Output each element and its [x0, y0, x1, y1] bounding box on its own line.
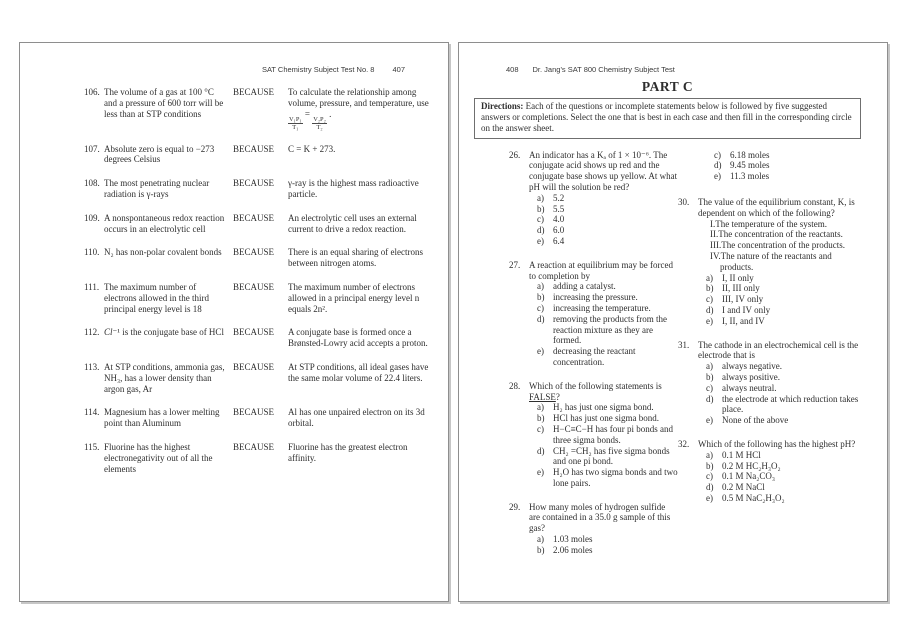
roman-item: I.The temperature of the system.	[710, 218, 827, 229]
option-text: 6.18 moles	[730, 149, 770, 160]
answer-option	[706, 273, 866, 284]
question-reason: γ-ray is the highest mass radioactive particle.	[288, 178, 419, 200]
option-letter: c)	[706, 294, 713, 305]
option-text: H−C≡C−H has four pi bonds and three sigma bonds.	[553, 423, 673, 445]
section-title: PART C	[641, 79, 694, 94]
answer-option	[706, 461, 866, 472]
question-number: 31.	[678, 339, 690, 350]
question-row	[509, 260, 678, 368]
option-text: 11.3 moles	[730, 171, 770, 182]
option-text: 6.4	[553, 235, 565, 246]
answer-option	[537, 446, 678, 468]
answer-option	[706, 450, 866, 461]
statement-italic: Cl	[104, 327, 113, 338]
question-content	[698, 197, 866, 327]
option-text: 5.2	[553, 192, 565, 203]
option-letter: d)	[714, 160, 722, 171]
answer-option	[537, 303, 678, 314]
fraction-denominator: T₁	[292, 123, 299, 131]
option-text: I, II, and IV	[722, 315, 765, 326]
answer-option	[714, 160, 866, 171]
option-letter: c)	[706, 471, 713, 482]
option-text: 1.03 moles	[553, 534, 593, 545]
option-letter: b)	[706, 371, 714, 382]
question-content	[529, 150, 678, 247]
because-question-row	[84, 213, 445, 235]
answer-option	[537, 236, 678, 247]
option-letter: e)	[537, 346, 544, 357]
option-text: 4.0	[553, 214, 565, 225]
question-content	[529, 381, 678, 489]
because-label: BECAUSE	[233, 327, 275, 338]
option-letter: d)	[537, 445, 545, 456]
roman-item: III.The concentration of the products.	[710, 240, 845, 251]
option-letter: d)	[537, 225, 545, 236]
option-text: I, II only	[722, 272, 754, 283]
question-number: 110.	[84, 247, 100, 258]
option-text: 0.1 M Na₂CO₃	[722, 471, 776, 482]
question-content	[529, 502, 678, 556]
option-letter: c)	[537, 423, 544, 434]
option-letter: c)	[537, 214, 544, 225]
answer-option	[706, 415, 866, 426]
option-letter: a)	[537, 281, 544, 292]
option-text: I and IV only	[722, 304, 771, 315]
fraction	[312, 116, 327, 131]
directions-box	[474, 98, 861, 138]
because-question-row	[84, 442, 445, 474]
because-question-row	[84, 362, 445, 394]
question-number: 29.	[509, 501, 521, 512]
because-question-row	[84, 178, 445, 200]
option-text: adding a catalyst.	[553, 281, 616, 292]
question-statement: A nonspontaneous redox reaction occurs in an electrolytic cell	[104, 212, 225, 234]
question-statement: N₂ has non-polar covalent bonds	[104, 247, 222, 258]
question-number: 107.	[84, 143, 100, 154]
question-statement: The volume of a gas at 100 °C and a pressure of 600 torr will be less than at STP conditions	[104, 87, 224, 119]
answer-option	[706, 482, 866, 493]
answer-option	[706, 294, 866, 305]
right-page-number: 408	[506, 65, 519, 74]
option-text: 5.5	[553, 203, 565, 214]
directions-label: Directions:	[481, 101, 524, 112]
question-number: 112.	[84, 327, 100, 338]
fraction	[288, 116, 303, 131]
question-block	[678, 340, 866, 426]
because-label: BECAUSE	[233, 178, 275, 189]
question-number: 26.	[509, 149, 521, 160]
option-letter: e)	[537, 235, 544, 246]
option-letter: b)	[537, 544, 545, 555]
option-letter: b)	[706, 283, 714, 294]
because-label: BECAUSE	[233, 362, 275, 373]
question-statement: The most penetrating nuclear radiation is γ-rays	[104, 178, 210, 200]
answer-option	[537, 346, 678, 368]
question-reason: C = K + 273.	[288, 143, 336, 154]
because-label: BECAUSE	[233, 143, 275, 154]
question-number: 114.	[84, 407, 100, 418]
question-statement: Magnesium has a lower melting point than Aluminum	[104, 407, 220, 429]
question-reason: There is an equal sharing of electrons between nitrogen atoms.	[288, 247, 423, 269]
question-stem: The cathode in an electrochemical cell is the electrode that is	[698, 339, 859, 361]
because-label: BECAUSE	[233, 212, 275, 223]
answer-option	[714, 171, 866, 182]
question-row	[678, 439, 866, 504]
option-text: decreasing the reactant concentration.	[553, 346, 636, 367]
option-letter: a)	[537, 402, 544, 413]
option-text: 9.45 moles	[730, 160, 770, 171]
answer-option	[706, 361, 866, 372]
option-letter: c)	[537, 302, 544, 313]
option-letter: b)	[537, 413, 545, 424]
question-row	[509, 150, 678, 247]
answer-option	[714, 150, 866, 161]
question-block	[509, 502, 678, 556]
option-letter: e)	[706, 492, 713, 503]
question-content	[698, 340, 866, 426]
because-label: BECAUSE	[233, 407, 275, 418]
option-letter: e)	[714, 171, 721, 182]
question-stem: An indicator has a Kₐ of 1 × 10⁻⁶. The conjugate acid shows up red and the conjugate base shows up yellow. At what pH will the solution be red?	[529, 149, 678, 192]
question-number: 111.	[84, 282, 100, 293]
question-row	[509, 381, 678, 489]
left-page	[19, 42, 449, 602]
question-row	[509, 502, 678, 556]
question-stem: A reaction at equilibrium may be forced to completion by	[529, 259, 673, 281]
right-page	[458, 42, 888, 602]
question-number: 113.	[84, 362, 100, 373]
answer-option	[706, 283, 866, 294]
answer-option	[706, 372, 866, 383]
question-row	[678, 197, 866, 327]
answer-option	[537, 292, 678, 303]
question-statement: The maximum number of electrons allowed in the third principal energy level is 18	[104, 282, 209, 314]
option-text: 6.0	[553, 225, 565, 236]
roman-item: IV.The nature of the reactants and products.	[710, 250, 832, 272]
option-text: increasing the temperature.	[553, 302, 651, 313]
question-statement: Fluorine has the highest electronegativity out of all the elements	[104, 442, 213, 474]
question-block	[678, 197, 866, 327]
option-text: removing the products from the reaction mixture as they are formed.	[553, 313, 667, 346]
question-stem: The value of the equilibrium constant, K, is dependent on which of the following?	[698, 196, 855, 218]
question-reason: To calculate the relationship among volume, pressure, and temperature, use $\frac{\text{V₁P₁}}{\text{T₁}}$ = $\frac{\text{V₂P₂}}{\text{T₂}}$ .	[288, 87, 429, 131]
option-letter: d)	[706, 482, 714, 493]
question-block	[678, 439, 866, 504]
left-header-title: SAT Chemistry Subject Test No. 8	[261, 65, 375, 74]
question-reason: The maximum number of electrons allowed in a principal energy level n equals 2n².	[288, 282, 420, 314]
answer-option	[537, 424, 678, 446]
fraction-denominator: T₂	[316, 123, 323, 131]
option-text: CH₂ =CH₂ has five sigma bonds and one pi bond.	[553, 445, 670, 467]
answer-option	[706, 383, 866, 394]
answer-option	[706, 305, 866, 316]
because-label: BECAUSE	[233, 87, 275, 97]
option-letter: a)	[706, 272, 713, 283]
question-number: 106.	[84, 87, 100, 97]
question-columns	[509, 150, 887, 569]
question-options-continuation	[706, 150, 866, 182]
option-text: always neutral.	[722, 382, 777, 393]
option-text: the electrode at which reduction takes place.	[722, 393, 859, 415]
question-reason: Fluorine has the greatest electron affinity.	[288, 442, 408, 463]
option-letter: d)	[537, 313, 545, 324]
answer-option	[706, 394, 866, 416]
option-text: always positive.	[722, 371, 780, 382]
question-statement: At STP conditions, ammonia gas, NH₃, has a lower density than argon gas, Ar	[104, 362, 225, 394]
option-letter: a)	[537, 192, 544, 203]
option-letter: c)	[714, 149, 721, 160]
answer-option	[706, 493, 866, 504]
question-number: 30.	[678, 196, 690, 207]
answer-option	[537, 281, 678, 292]
directions-text: Each of the questions or incomplete statements below is followed by five suggested answers or completions. Select the one that is best in each case and then fill in the corresponding circle on the answer sheet.	[481, 101, 852, 133]
left-page-number: 407	[392, 65, 405, 74]
because-question-row	[84, 282, 445, 314]
because-question-row	[84, 327, 445, 349]
right-header-title: Dr. Jang's SAT 800 Chemistry Subject Test	[532, 65, 675, 74]
because-label: BECAUSE	[233, 442, 275, 453]
left-questions	[84, 87, 445, 474]
because-question-row	[84, 87, 445, 131]
right-column-1	[509, 150, 678, 569]
option-text: 0.5 M NaC₂H₃O₂	[722, 492, 785, 503]
question-number: 27.	[509, 259, 521, 270]
because-question-row	[84, 407, 445, 429]
fraction-numerator: V₁P₁	[289, 115, 302, 123]
question-number: 108.	[84, 178, 100, 189]
answer-option	[537, 402, 678, 413]
option-letter: b)	[537, 203, 545, 214]
question-row	[678, 340, 866, 426]
option-letter: b)	[706, 460, 714, 471]
option-text: II, III only	[722, 283, 760, 294]
option-letter: b)	[537, 292, 545, 303]
because-label: BECAUSE	[233, 282, 275, 293]
answer-option	[537, 225, 678, 236]
option-letter: a)	[706, 449, 713, 460]
option-letter: e)	[537, 467, 544, 478]
question-number: 28.	[509, 380, 521, 391]
question-block	[509, 150, 678, 247]
option-text: 0.2 M NaCl	[722, 482, 765, 493]
answer-option	[537, 214, 678, 225]
question-content	[698, 439, 866, 504]
question-reason: An electrolytic cell uses an external current to drive a redox reaction.	[288, 212, 417, 234]
option-text: H₂O has two sigma bonds and two lone pairs.	[553, 467, 678, 488]
option-letter: c)	[706, 382, 713, 393]
answer-option	[706, 316, 866, 327]
answer-option	[537, 204, 678, 215]
option-letter: a)	[537, 534, 544, 545]
option-text: 2.06 moles	[553, 544, 593, 555]
question-reason: Al has one unpaired electron on its 3d orbital.	[288, 407, 425, 429]
question-statement: Cl⁻¹ is the conjugate base of HCl	[104, 327, 224, 338]
option-text: III, IV only	[722, 294, 764, 305]
option-text: HCl has just one sigma bond.	[553, 413, 659, 424]
option-letter: d)	[706, 304, 714, 315]
question-block	[509, 381, 678, 489]
right-column-2	[678, 150, 866, 569]
fraction-numerator: V₂P₂	[313, 115, 326, 123]
option-letter: e)	[706, 315, 713, 326]
question-number: 32.	[678, 438, 690, 449]
right-page-header	[506, 65, 887, 74]
option-text: 0.2 M HC₂H₃O₂	[722, 460, 781, 471]
question-stem: Which of the following statements is FALSE?	[529, 380, 662, 402]
because-question-row	[84, 144, 445, 166]
question-block	[509, 260, 678, 368]
because-question-row	[84, 247, 445, 269]
answer-option	[537, 545, 678, 556]
answer-option	[537, 534, 678, 545]
question-statement: Absolute zero is equal to −273 degrees Celsius	[104, 143, 215, 165]
answer-option	[537, 314, 678, 346]
question-stem: Which of the following has the highest pH?	[698, 438, 856, 449]
option-text: always negative.	[722, 361, 782, 372]
question-reason: A conjugate base is formed once a Brønsted-Lowry acid accepts a proton.	[288, 327, 428, 349]
question-content	[529, 260, 678, 368]
option-text: increasing the pressure.	[553, 292, 638, 303]
underlined-text: FALSE	[529, 391, 556, 402]
answer-option	[706, 471, 866, 482]
option-text: None of the above	[722, 415, 789, 426]
option-letter: a)	[706, 361, 713, 372]
question-number: 109.	[84, 212, 100, 223]
because-label: BECAUSE	[233, 247, 275, 258]
answer-option	[537, 193, 678, 204]
left-page-header	[84, 65, 445, 74]
answer-option	[537, 413, 678, 424]
question-number: 115.	[84, 442, 100, 453]
option-text: H₂ has just one sigma bond.	[553, 402, 654, 413]
question-reason: At STP conditions, all ideal gases have the same molar volume of 22.4 liters.	[288, 362, 429, 383]
roman-item: II.The concentration of the reactants.	[710, 229, 843, 240]
question-stem: How many moles of hydrogen sulfide are contained in a 35.0 g sample of this gas?	[529, 501, 671, 534]
option-letter: e)	[706, 415, 713, 426]
answer-option	[537, 467, 678, 489]
option-text: 0.1 M HCl	[722, 449, 761, 460]
option-letter: d)	[706, 393, 714, 404]
